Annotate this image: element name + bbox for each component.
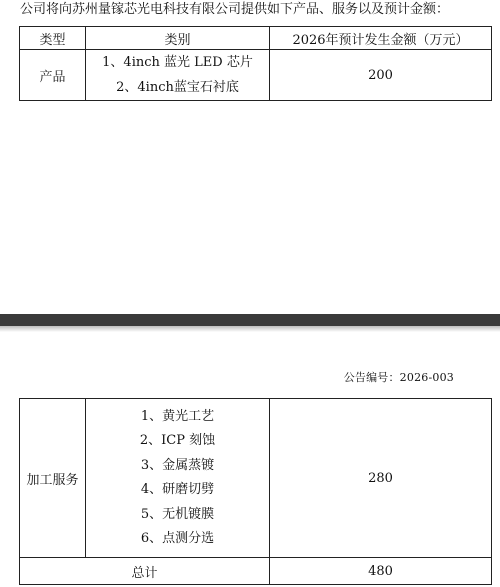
intro-text: 公司将向苏州量镓芯光电科技有限公司提供如下产品、服务以及预计金额： [20, 2, 450, 17]
total-amount: 480 [270, 558, 492, 585]
category-item: 1、黄光工艺 [140, 408, 215, 424]
table-header-row [20, 27, 492, 50]
page-break-shadow [0, 326, 500, 332]
table-row [20, 399, 492, 558]
row-type: 产品 [20, 50, 86, 101]
products-table [19, 26, 492, 101]
category-item: 1、4inch 蓝光 LED 芯片 [102, 55, 253, 70]
row-category-list [86, 399, 270, 558]
category-item: 3、金属蒸镀 [140, 457, 215, 473]
row-amount: 200 [270, 50, 492, 101]
category-item: 5、无机镀膜 [140, 506, 215, 522]
header-type: 类型 [20, 27, 86, 50]
total-label: 总计 [20, 558, 270, 585]
row-category-list [86, 50, 270, 101]
table-row [20, 50, 492, 101]
services-table [19, 398, 492, 585]
category-item: 6、点测分选 [140, 531, 215, 546]
header-category: 类别 [86, 27, 270, 50]
category-item: 4、研磨切劈 [140, 482, 215, 497]
total-row [20, 558, 492, 585]
header-amount: 2026年预计发生金额（万元） [270, 27, 492, 50]
page-break-bar [0, 314, 500, 326]
category-item: 2、ICP 刻蚀 [139, 433, 216, 448]
announcement-number: 公告编号：2026-003 [343, 371, 454, 384]
row-type: 加工服务 [20, 399, 86, 558]
row-amount: 280 [270, 399, 492, 558]
category-item: 2、4inch蓝宝石衬底 [116, 80, 239, 95]
